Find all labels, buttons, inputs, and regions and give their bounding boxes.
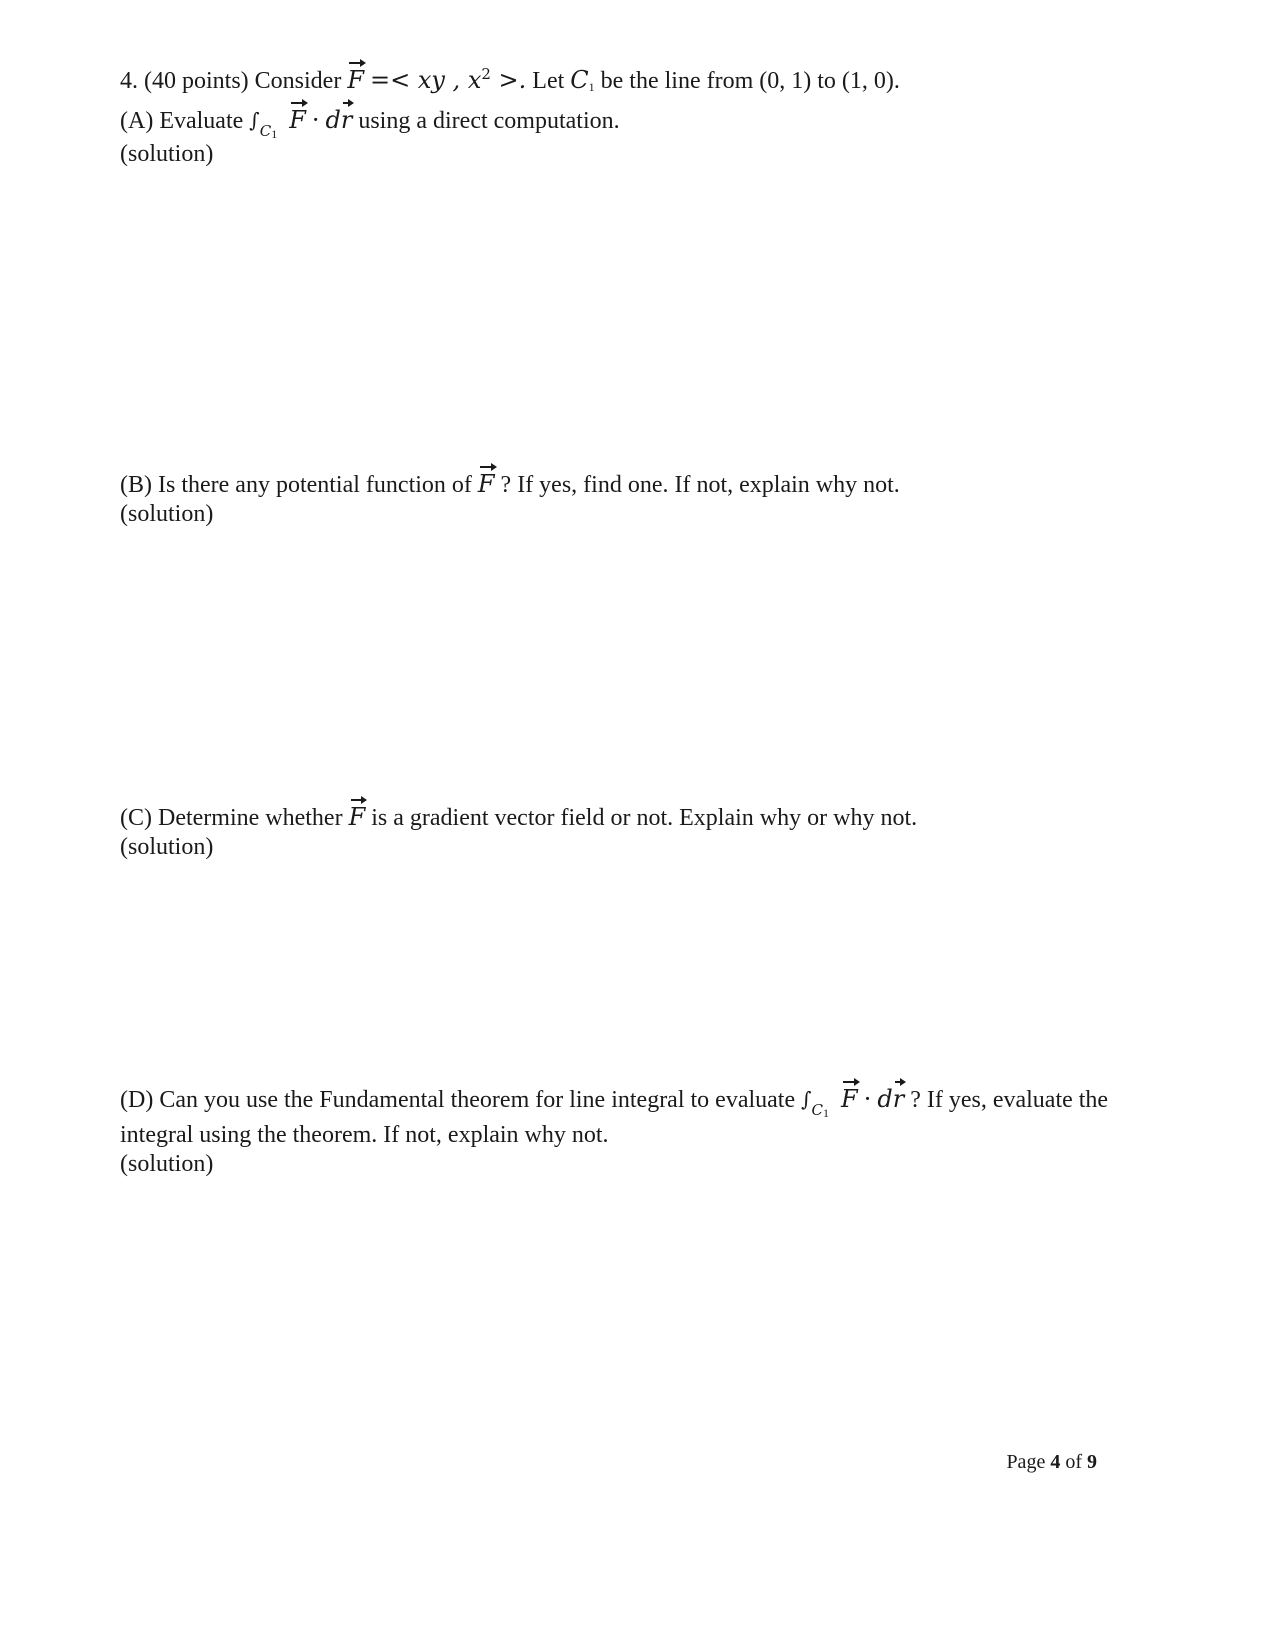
part-d-suffix: ? If yes, evaluate the xyxy=(910,1087,1109,1113)
vector-r: r xyxy=(892,1085,905,1113)
dot-operator: · xyxy=(863,1085,872,1113)
page-current: 4 xyxy=(1050,1451,1061,1473)
part-b xyxy=(120,470,1170,529)
integral-subscript-index: 1 xyxy=(823,1106,830,1120)
part-b-question xyxy=(120,470,1170,500)
curve-symbol: C xyxy=(570,66,589,94)
integral-subscript-c: C xyxy=(811,1101,824,1119)
part-a-question xyxy=(120,105,1170,141)
part-b-prefix: (B) Is there any potential function of xyxy=(120,472,472,498)
part-b-solution-label: (solution) xyxy=(120,500,214,527)
part-a-prefix: (A) Evaluate xyxy=(120,107,244,134)
vector-f: F xyxy=(841,1085,858,1113)
problem-header: 4. (40 points) Consider xyxy=(120,68,342,94)
field-definition-end: >. xyxy=(490,66,527,94)
part-c-suffix: is a gradient vector field or not. Explain why or why not. xyxy=(371,805,918,831)
curve-description: be the line from (0, 1) to (1, 0). xyxy=(600,68,900,94)
field-definition: =< xy , x xyxy=(369,66,482,94)
problem-4 xyxy=(120,66,1170,168)
page-total: 9 xyxy=(1087,1451,1097,1473)
part-c-prefix: (C) Determine whether xyxy=(120,805,343,831)
part-c xyxy=(120,803,1170,862)
let-text: Let xyxy=(532,68,565,94)
part-d-prefix: (D) Can you use the Fundamental theorem for line integral to evaluate xyxy=(120,1087,796,1113)
integral-subscript-index: 1 xyxy=(271,126,278,141)
vector-f: F xyxy=(347,66,364,94)
part-d-solution-label: (solution) xyxy=(120,1150,214,1177)
part-d xyxy=(120,1085,1170,1178)
vector-f: F xyxy=(289,105,306,134)
part-d-question-line-1 xyxy=(120,1085,1170,1120)
part-a-solution-label: (solution) xyxy=(120,140,214,167)
vector-f: F xyxy=(348,803,366,831)
part-c-solution-label: (solution) xyxy=(120,833,214,860)
part-b-suffix: ? If yes, find one. If not, explain why not. xyxy=(500,472,900,498)
integral-sign: ∫ xyxy=(249,107,260,132)
page-number xyxy=(1006,1450,1097,1474)
curve-index: 1 xyxy=(588,80,595,94)
dot-operator: · xyxy=(311,105,320,134)
page-word: Page xyxy=(1006,1451,1046,1473)
problem-statement xyxy=(120,66,1170,96)
differential-d: d xyxy=(325,105,341,134)
differential-d: d xyxy=(877,1085,893,1113)
part-c-question xyxy=(120,803,1170,833)
part-a-suffix: using a direct computation. xyxy=(358,107,620,134)
vector-f: F xyxy=(477,470,495,498)
integral-sign: ∫ xyxy=(801,1087,812,1111)
integral-subscript-c: C xyxy=(259,121,272,140)
part-d-question-line-2: integral using the theorem. If not, explain why not. xyxy=(120,1121,609,1148)
vector-r: r xyxy=(340,105,353,134)
of-word: of xyxy=(1065,1451,1082,1473)
field-exponent: 2 xyxy=(481,65,491,83)
